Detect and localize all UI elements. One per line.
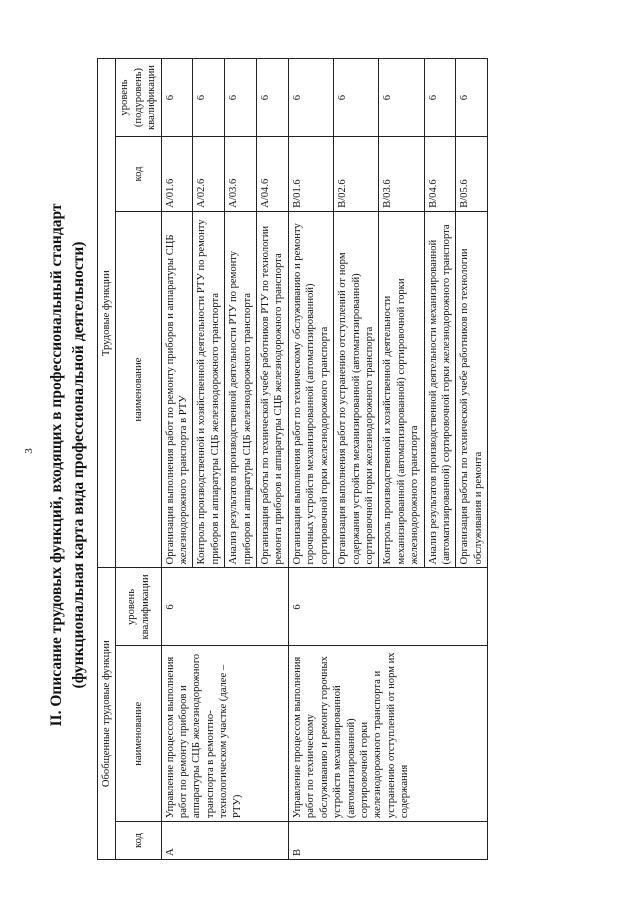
group-name: Управление процессом выполнения работ по техническому обслуживанию и ремонту горочных устройств механизированной (автоматизированной) сортировочной горки железнодорожного транспорта и устранению отступлений от норм их содержания [288, 646, 487, 822]
function-code: A/02.6 [193, 137, 225, 212]
document-sheet [0, 25, 640, 905]
function-code: B/01.6 [288, 137, 333, 212]
function-name: Организация выполнения работ по устранению отступлений от норм содержания устройств механизированной (автоматизированной) сортировочной горки железнодорожного транспорта [334, 211, 379, 568]
header-function-code: код [116, 137, 161, 212]
header-functions: Трудовые функции [98, 59, 116, 568]
page-number: 3 [22, 448, 35, 454]
function-name: Анализ результатов производственной деятельности механизированной (автоматизированной) сортировочной горки железнодорожного транспорта [424, 211, 456, 568]
header-group-level: уровень квалификации [116, 568, 161, 646]
function-level: 6 [424, 59, 456, 137]
function-code: B/03.6 [379, 137, 424, 212]
function-level: 6 [379, 59, 424, 137]
section-subtitle: (функциональная карта вида профессиональной деятельности) [70, 241, 87, 689]
function-level: 6 [193, 59, 225, 137]
function-level: 6 [334, 59, 379, 137]
function-code: B/04.6 [424, 137, 456, 212]
section-title: II. Описание трудовых функций, входящих в профессиональный стандарт [48, 203, 65, 727]
header-generalized: Обобщенные трудовые функции [98, 568, 116, 860]
function-code: A/03.6 [225, 137, 257, 212]
function-code: A/01.6 [161, 137, 193, 212]
table-row [161, 59, 193, 860]
function-code: A/04.6 [257, 137, 289, 212]
function-name: Контроль производственной и хозяйственной деятельности механизированной (автоматизированной) сортировочной горки железнодорожного транспорта [379, 211, 424, 568]
function-code: B/05.6 [456, 137, 488, 212]
functional-map-table [97, 58, 488, 860]
group-code: А [161, 822, 288, 860]
function-name: Организация выполнения работ по ремонту приборов и аппаратуры СЦБ железнодорожного транспорта в РТУ [161, 211, 193, 568]
function-name: Контроль производственной и хозяйственной деятельности РТУ по ремонту приборов и аппаратуры СЦБ железнодорожного транспорта [193, 211, 225, 568]
header-function-name: наименование [116, 211, 161, 568]
function-level: 6 [161, 59, 193, 137]
group-level: 6 [288, 568, 487, 646]
header-function-level: уровень (подуровень) квалификации [116, 59, 161, 137]
group-code: В [288, 822, 487, 860]
function-level: 6 [288, 59, 333, 137]
function-code: B/02.6 [334, 137, 379, 212]
function-level: 6 [225, 59, 257, 137]
group-level: 6 [161, 568, 288, 646]
function-level: 6 [456, 59, 488, 137]
function-level: 6 [257, 59, 289, 137]
group-name: Управление процессом выполнения работ по ремонту приборов и аппаратуры СЦБ железнодорожного транспорта в ремонтно-технологическом участке (далее – РТУ) [161, 646, 288, 822]
function-name: Организация выполнения работ по техническому обслуживанию и ремонту горочных устройств механизированной (автоматизированной) сортировочной горки железнодорожного транспорта [288, 211, 333, 568]
function-name: Анализ результатов производственной деятельности РТУ по ремонту приборов и аппаратуры СЦБ железнодорожного транспорта [225, 211, 257, 568]
table-row [288, 59, 333, 860]
function-name: Организация работы по технической учебе работников по технологии обслуживания и ремонта [456, 211, 488, 568]
header-group-name: наименование [116, 646, 161, 822]
header-group-code: код [116, 822, 161, 860]
function-name: Организация работы по технической учебе работников РТУ по технологии ремонта приборов и аппаратуры СЦБ железнодорожного транспорта [257, 211, 289, 568]
